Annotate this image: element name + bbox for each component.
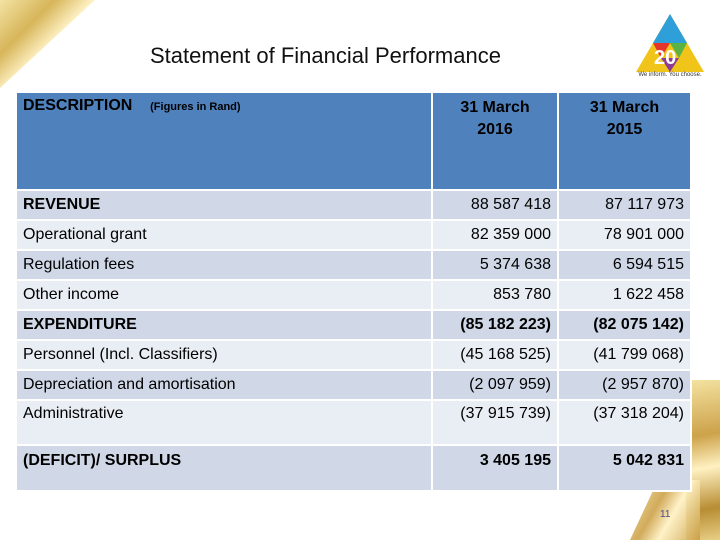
figures-in-rand-note: (Figures in Rand) <box>150 101 241 113</box>
row-label: Regulation fees <box>16 250 432 280</box>
slide-title: Statement of Financial Performance <box>150 43 501 68</box>
value-2016: (45 168 525) <box>432 340 558 370</box>
value-2015: (2 957 870) <box>558 370 691 400</box>
page-number: 11 <box>660 509 671 520</box>
value-2016: (85 182 223) <box>432 310 558 340</box>
value-2016: 82 359 000 <box>432 220 558 250</box>
logo-number: 20 <box>654 47 677 69</box>
table-row-expenditure <box>16 310 691 340</box>
row-label: (DEFICIT)/ SURPLUS <box>16 445 432 491</box>
description-header <box>16 92 432 190</box>
table-row-depreciation <box>16 370 691 400</box>
row-label: EXPENDITURE <box>16 310 432 340</box>
value-2016: 3 405 195 <box>432 445 558 491</box>
table-row-deficit-surplus <box>16 445 691 491</box>
financial-performance-table <box>15 91 692 492</box>
column-header-2015-line1: 31 March <box>589 99 660 116</box>
row-label: Personnel (Incl. Classifiers) <box>16 340 432 370</box>
row-label: Administrative <box>16 400 432 445</box>
table-row-administrative <box>16 400 691 445</box>
row-label: Depreciation and amortisation <box>16 370 432 400</box>
table-row-operational-grant <box>16 220 691 250</box>
column-header-2016-line2: 2016 <box>477 121 513 138</box>
value-2015: 6 594 515 <box>558 250 691 280</box>
value-2016: 5 374 638 <box>432 250 558 280</box>
table-row-revenue <box>16 190 691 220</box>
value-2015: 5 042 831 <box>558 445 691 491</box>
row-label: Operational grant <box>16 220 432 250</box>
value-2016: 853 780 <box>432 280 558 310</box>
table-row-other-income <box>16 280 691 310</box>
column-header-2015-line2: 2015 <box>606 121 643 138</box>
gold-ribbon-top-left <box>0 0 95 88</box>
value-2015: (41 799 068) <box>558 340 691 370</box>
column-header-2016 <box>432 92 558 190</box>
value-2015: 87 117 973 <box>558 190 691 220</box>
row-label: REVENUE <box>16 190 432 220</box>
value-2015: (37 318 204) <box>558 400 691 445</box>
value-2015: 1 622 458 <box>558 280 691 310</box>
table-row-personnel <box>16 340 691 370</box>
row-label: Other income <box>16 280 432 310</box>
description-header-label: DESCRIPTION <box>23 97 133 114</box>
value-2015: 78 901 000 <box>558 220 691 250</box>
table-row-regulation-fees <box>16 250 691 280</box>
value-2016: (37 915 739) <box>432 400 558 445</box>
logo-tagline: We inform. You choose. <box>638 72 702 78</box>
column-header-2015 <box>558 92 691 190</box>
value-2015: (82 075 142) <box>558 310 691 340</box>
table-header-row <box>16 92 691 190</box>
value-2016: 88 587 418 <box>432 190 558 220</box>
value-2016: (2 097 959) <box>432 370 558 400</box>
column-header-2016-line1: 31 March <box>460 99 530 116</box>
